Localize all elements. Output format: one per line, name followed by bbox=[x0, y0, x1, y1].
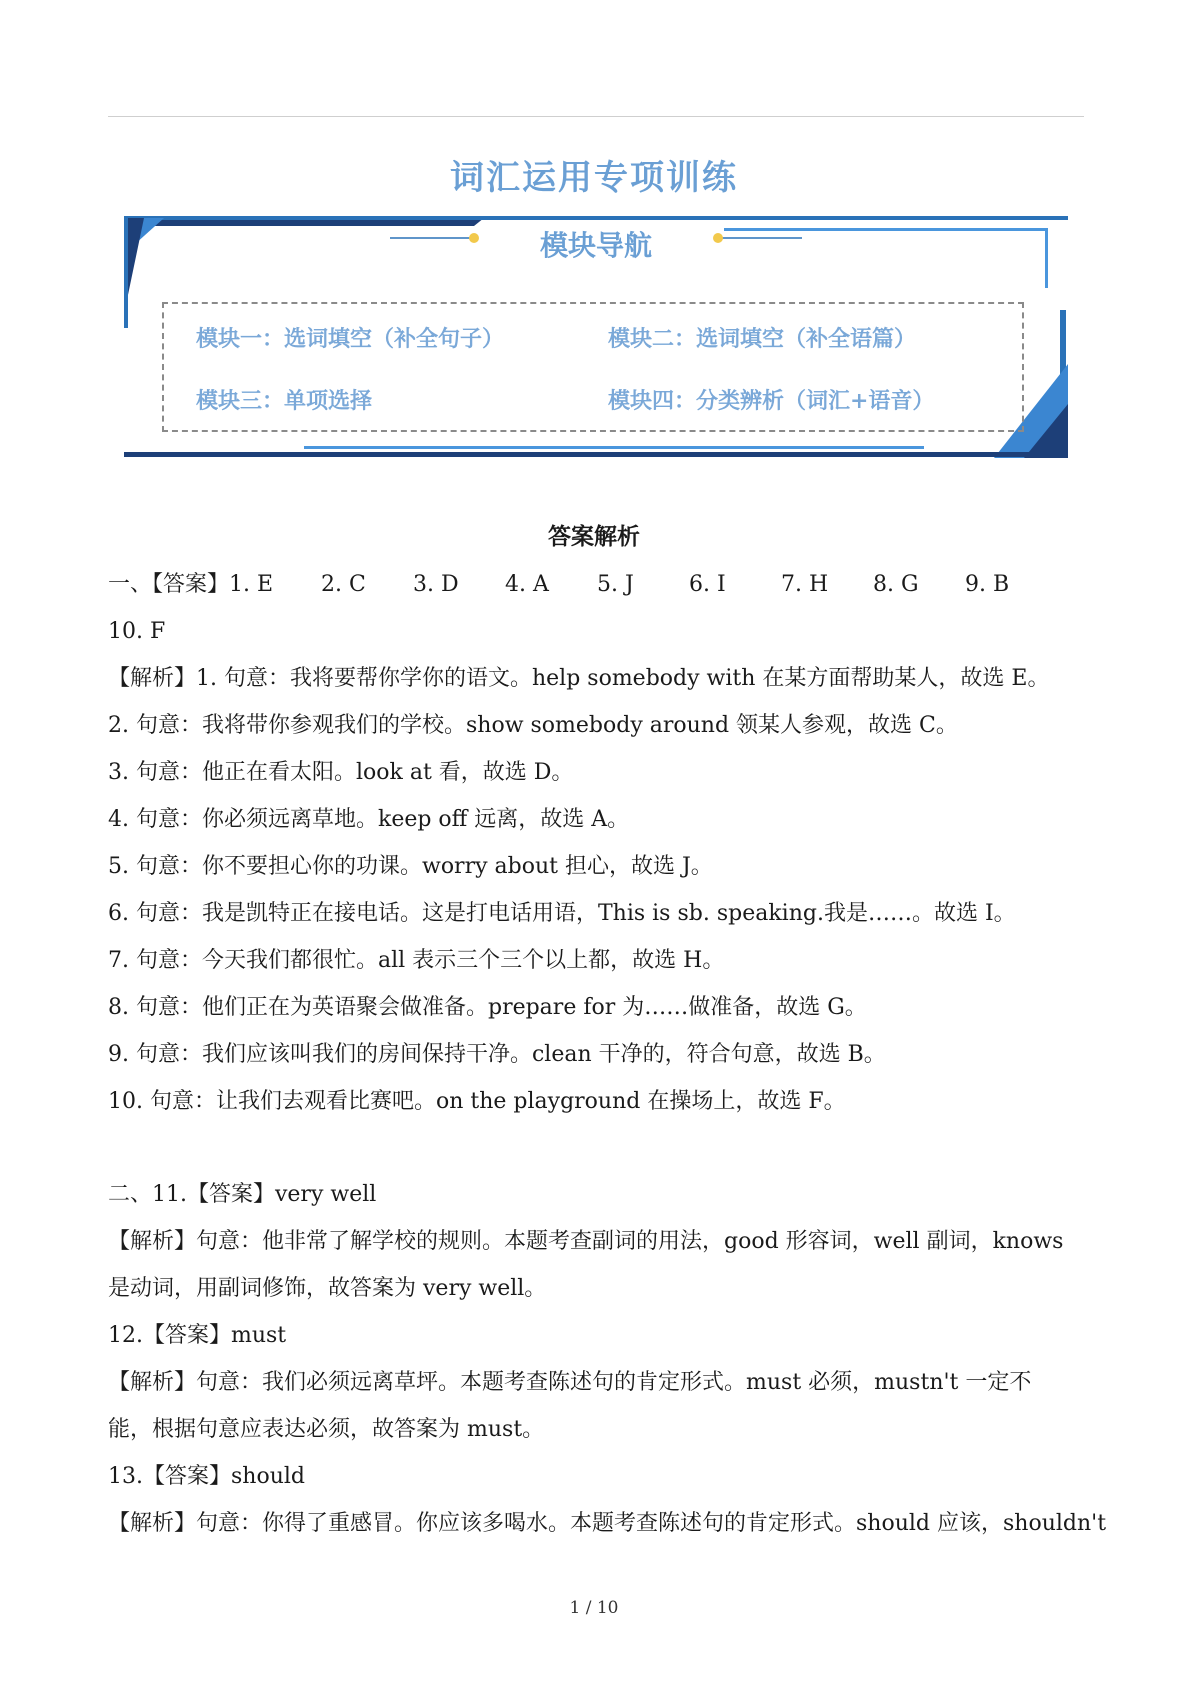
top-rule bbox=[108, 116, 1084, 117]
nav-box bbox=[162, 302, 1024, 432]
nav-item-module-3[interactable]: 模块三：单项选择 bbox=[196, 388, 373, 414]
explanation-5: 5. 句意：你不要担心你的功课。worry about 担心，故选 J。 bbox=[108, 854, 713, 879]
answer-item: 4. A bbox=[505, 572, 549, 597]
nav-item-module-4[interactable]: 模块四：分类辨析（词汇+语音） bbox=[608, 388, 935, 414]
answer-item: 7. H bbox=[781, 572, 829, 597]
answer-item: 2. C bbox=[321, 572, 366, 597]
part2-explanation-11a: 【解析】句意：他非常了解学校的规则。本题考查副词的用法，good 形容词，well 副词，knows bbox=[108, 1229, 1064, 1254]
module-navigation-banner bbox=[124, 214, 1068, 462]
part2-answer-12: 12.【答案】must bbox=[108, 1323, 287, 1348]
explanation-8: 8. 句意：他们正在为英语聚会做准备。prepare for 为……做准备，故选 G。 bbox=[108, 995, 867, 1020]
part2-explanation-12b: 能，根据句意应表达必须，故答案为 must。 bbox=[108, 1417, 545, 1442]
answer-item: 1. E bbox=[229, 572, 274, 597]
nav-item-module-1[interactable]: 模块一：选词填空（补全句子） bbox=[196, 326, 505, 352]
explanation-2: 2. 句意：我将带你参观我们的学校。show somebody around 领某人参观，故选 C。 bbox=[108, 713, 958, 738]
page-number: 1 / 10 bbox=[569, 1598, 619, 1618]
answer-row bbox=[108, 570, 1009, 600]
answer-prefix: 一、【答案】 bbox=[108, 572, 230, 597]
explanation-9: 9. 句意：我们应该叫我们的房间保持干净。clean 干净的，符合句意，故选 B。 bbox=[108, 1042, 886, 1067]
answer-item: 9. B bbox=[965, 572, 1010, 597]
part2-answer-11: 二、11.【答案】very well bbox=[108, 1182, 377, 1207]
explanation-1: 【解析】1. 句意：我将要帮你学你的语文。help somebody with 在某方面帮助某人，故选 E。 bbox=[108, 666, 1050, 691]
part2-explanation-13a: 【解析】句意：你得了重感冒。你应该多喝水。本题考查陈述句的肯定形式。should 应该，shouldn't bbox=[108, 1511, 1107, 1536]
answer-item: 3. D bbox=[413, 572, 459, 597]
answer-10: 10. F bbox=[108, 619, 166, 644]
nav-item-module-2[interactable]: 模块二：选词填空（补全语篇） bbox=[608, 326, 917, 352]
explanation-7: 7. 句意：今天我们都很忙。all 表示三个三个以上都，故选 H。 bbox=[108, 948, 725, 973]
answer-item: 5. J bbox=[597, 572, 634, 597]
answer-item: 8. G bbox=[873, 572, 919, 597]
explanation-4: 4. 句意：你必须远离草地。keep off 远离，故选 A。 bbox=[108, 807, 630, 832]
explanation-3: 3. 句意：他正在看太阳。look at 看，故选 D。 bbox=[108, 760, 574, 785]
answer-item: 6. I bbox=[689, 572, 726, 597]
document-title: 词汇运用专项训练 bbox=[450, 158, 738, 198]
part2-explanation-12a: 【解析】句意：我们必须远离草坪。本题考查陈述句的肯定形式。must 必须，mustn't 一定不 bbox=[108, 1370, 1032, 1395]
nav-heading: 模块导航 bbox=[539, 229, 652, 262]
explanation-10: 10. 句意：让我们去观看比赛吧。on the playground 在操场上，故选 F。 bbox=[108, 1089, 846, 1114]
section-title: 答案解析 bbox=[548, 523, 640, 550]
part2-explanation-11b: 是动词，用副词修饰，故答案为 very well。 bbox=[108, 1276, 547, 1301]
explanation-6: 6. 句意：我是凯特正在接电话。这是打电话用语，This is sb. speaking.我是……。故选 I。 bbox=[108, 901, 1016, 926]
part2-answer-13: 13.【答案】should bbox=[108, 1464, 305, 1489]
